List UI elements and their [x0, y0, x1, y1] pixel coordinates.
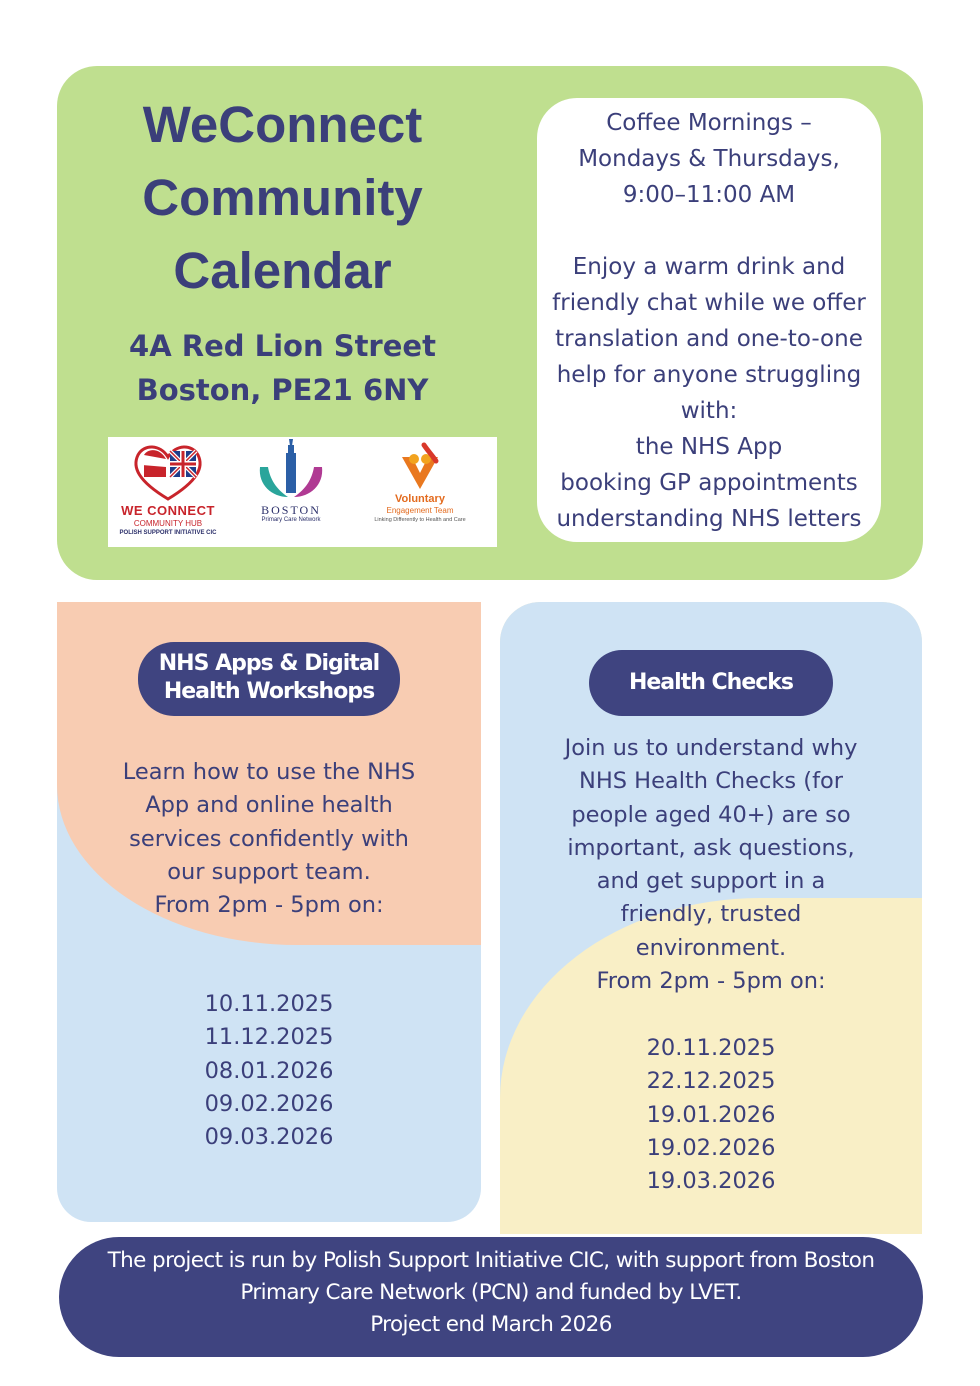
footer-line: The project is run by Polish Support Initiative CIC, with support from Boston [107, 1248, 875, 1273]
workshops-title-badge [138, 642, 400, 716]
workshop-date: 09.02.2026 [204, 1090, 334, 1117]
health-checks-body-line: environment. [635, 934, 787, 961]
coffee-heading-line: 9:00–11:00 AM [622, 182, 796, 208]
workshop-date: 08.01.2026 [204, 1057, 334, 1084]
coffee-mornings-text [537, 105, 881, 537]
title-line: Calendar [173, 242, 392, 299]
v-heart-icon [370, 437, 470, 493]
footer-line: Primary Care Network (PCN) and funded by LVET. [240, 1280, 742, 1305]
health-check-date: 22.12.2025 [646, 1068, 776, 1095]
health-checks-body-line: important, ask questions, [567, 834, 855, 861]
workshops-body-line: our support team. [167, 858, 371, 885]
voluntary-logo-name: Voluntary [395, 493, 445, 505]
coffee-body-line: the NHS App [635, 434, 783, 460]
workshop-date: 09.03.2026 [204, 1124, 334, 1151]
partner-logos [108, 437, 497, 547]
coffee-body-line: with: [680, 398, 738, 424]
health-checks-body-line: Join us to understand why [564, 735, 858, 761]
workshop-date: 11.12.2025 [204, 1024, 334, 1051]
workshops-date-list [70, 988, 468, 1154]
workshops-title-line: Health Workshops [163, 679, 375, 704]
tower-hands-icon [246, 437, 336, 503]
workshops-body-line: From 2pm - 5pm on: [154, 892, 384, 919]
coffee-body-line: Enjoy a warm drink and [572, 254, 846, 280]
venue-address [100, 324, 465, 412]
health-checks-body-line: people aged 40+) are so [571, 801, 851, 828]
address-line: 4A Red Lion Street [129, 329, 436, 363]
health-checks-body-line: From 2pm - 5pm on: [596, 968, 826, 995]
health-check-date: 19.01.2026 [646, 1101, 776, 1128]
health-checks-body-line: friendly, trusted [620, 901, 802, 928]
weconnect-logo-subtitle: COMMUNITY HUB [133, 519, 203, 528]
weconnect-logo-name: WE CONNECT [121, 503, 215, 518]
workshops-body-line: App and online health [145, 792, 393, 819]
coffee-body-line: help for anyone struggling [556, 362, 862, 388]
health-checks-body-line: and get support in a [596, 868, 826, 895]
boston-logo-name: BOSTON [261, 503, 321, 517]
coffee-heading-line: Coffee Mornings – [606, 110, 812, 136]
footer-text [59, 1245, 923, 1341]
health-check-date: 20.11.2025 [646, 1035, 776, 1061]
health-check-date: 19.03.2026 [646, 1168, 776, 1195]
title-line: Community [142, 169, 423, 226]
health-checks-date-list [510, 1032, 912, 1198]
coffee-body-line: friendly chat while we offer [552, 290, 866, 316]
footer-line: Project end March 2026 [370, 1312, 612, 1337]
coffee-body-line: translation and one-to-one [555, 326, 863, 352]
workshops-title-line: NHS Apps & Digital [158, 651, 380, 676]
coffee-heading-line: Mondays & Thursdays, [578, 146, 840, 172]
boston-logo-subtitle: Primary Care Network [261, 517, 321, 523]
coffee-body-line: booking GP appointments [560, 470, 858, 496]
weconnect-logo-tagline: POLISH SUPPORT INITIATIVE CIC [119, 530, 217, 536]
health-checks-description [510, 732, 912, 998]
health-checks-title-badge: Health Checks [589, 650, 833, 716]
page-title [100, 88, 465, 307]
voluntary-logo-subtitle: Engagement Team [386, 506, 454, 515]
workshop-date: 10.11.2025 [204, 991, 334, 1017]
spacer [537, 213, 881, 249]
coffee-body-line: understanding NHS letters [556, 506, 862, 532]
address-line: Boston, PE21 6NY [136, 373, 429, 407]
workshops-body-line: Learn how to use the NHS [122, 759, 416, 785]
health-check-date: 19.02.2026 [646, 1134, 776, 1161]
voluntary-logo-tagline: Linking Differently to Health and Care [374, 517, 466, 523]
heart-flag-icon [108, 437, 228, 503]
title-line: WeConnect [142, 96, 423, 153]
voluntary-engagement-logo [370, 437, 470, 547]
workshops-body-line: services confidently with [129, 825, 409, 852]
workshops-description [70, 756, 468, 922]
boston-pcn-logo [246, 437, 336, 547]
health-checks-body-line: NHS Health Checks (for [578, 768, 844, 795]
weconnect-logo [108, 437, 228, 547]
